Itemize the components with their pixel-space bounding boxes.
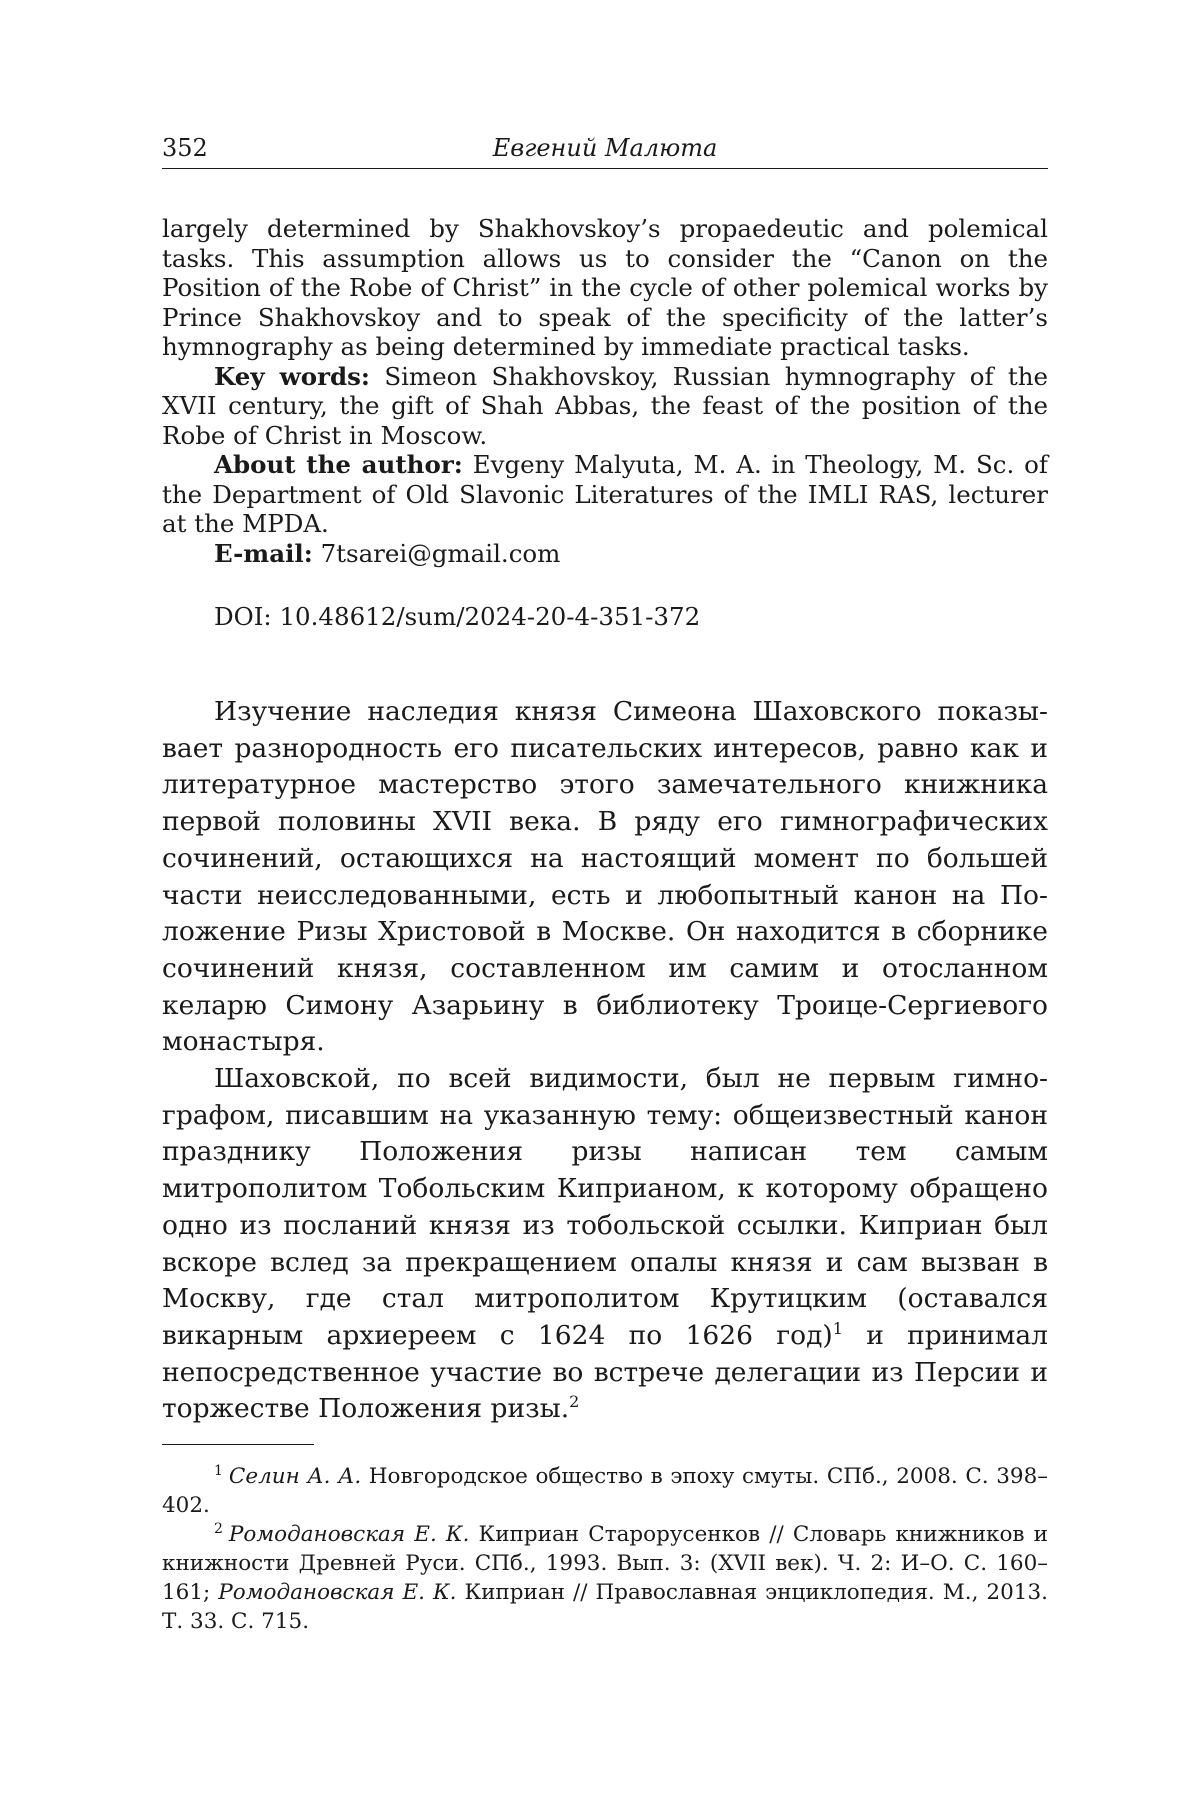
author-text: Evgeny Malyuta, M. A. in Theology, M. Sc. of the Department of Old Slavonic Literatures of the IMLI RAS, lecturer at the MPDA. xyxy=(162,450,1048,538)
keywords-text: Simeon Shakhovskoy, Russian hymnography of the XVII century, the gift of Shah Abbas, the feast of the position of the Robe of Christ in Moscow. xyxy=(162,362,1048,450)
keywords-label: Key words: xyxy=(214,362,370,391)
author-paragraph xyxy=(162,450,1048,539)
footnote-1 xyxy=(162,1462,1048,1520)
abstract-continuation: largely determined by Shakhovskoy’s propaedeutic and polemical tasks. This assumption allows us to consider the “Canon on the Position of the Robe of Christ” in the cycle of other polemical works by Prince Shakhovskoy and to speak of the specificity of the latter’s hymnography as being determined by immediate practical tasks. xyxy=(162,214,1048,362)
abstract-block xyxy=(162,214,1048,568)
footnote-1-author: Селин А. А. xyxy=(229,1464,361,1489)
footnote-divider xyxy=(162,1444,314,1445)
footnote-1-mark: 1 xyxy=(214,1463,223,1479)
doi: DOI: 10.48612/sum/2024-20-4-351-372 xyxy=(214,602,700,631)
running-title: Евгений Малюта xyxy=(162,134,1048,162)
footnotes xyxy=(162,1462,1048,1636)
body-paragraph-2 xyxy=(162,1061,1048,1428)
email-paragraph xyxy=(162,539,1048,569)
page-number: 352 xyxy=(162,134,208,162)
footnote-ref-1[interactable]: 1 xyxy=(833,1319,843,1338)
footnote-2-text-1: Киприан Старорусенков // Словарь книжников и книжности Древней Руси. СПб., 1993. Вып. 3: (XVII век). Ч. 2: И–О. С. 160–161; xyxy=(162,1522,1048,1605)
body-paragraph-2-text-b: и принимал непосредственное участие во встрече делегации из Персии и торжестве Положения ризы. xyxy=(162,1320,1048,1424)
page xyxy=(162,0,1048,1800)
email-address[interactable]: 7tsarei@gmail.com xyxy=(321,539,561,568)
footnote-2-author-2: Ромодановская Е. К. xyxy=(218,1580,456,1605)
keywords-paragraph xyxy=(162,362,1048,451)
email-label: E-mail: xyxy=(214,539,313,568)
body-paragraph-1: Изучение наследия князя Симеона Шаховского показы­вает разнородность его писательских интересов, равно как и литературное мастерство этого замечательного книжника первой половины XVII века. В ряду его гимнографических сочинений, остающихся на настоящий момент по большей части неисследованными, есть и любопытный канон на По­ложение Ризы Христовой в Москве. Он находится в сборни­ке сочинений князя, составленном им самим и отосланном келарю Симону Азарьину в библиотеку Троице-Сергиевого монастыря. xyxy=(162,694,1048,1061)
running-header xyxy=(162,128,1048,169)
footnote-2-author-1: Ромодановская Е. К. xyxy=(229,1522,469,1547)
author-label: About the author: xyxy=(214,450,463,479)
body-text xyxy=(162,694,1048,1428)
footnote-1-text: Новгородское общество в эпоху смуты. СПб., 2008. С. 398–402. xyxy=(162,1464,1048,1518)
body-paragraph-2-text-a: Шаховской, по всей видимости, был не первым гимно­графом, писавшим на указанную тему: общеизвестный канон празднику Положения ризы написан тем самым митрополитом Тобольским Киприаном, к которому обращено одно из посла­ний князя из тобольской ссылки. Киприан был вскоре вслед за прекращением опалы князя и сам вызван в Москву, где стал митрополитом Крутицким (оставался викарным архиереем с 1624 по 1626 год) xyxy=(162,1063,1048,1351)
footnote-2-text-2: Киприан // Православная энциклопедия. М., 2013. Т. 33. С. 715. xyxy=(162,1580,1048,1634)
footnote-2 xyxy=(162,1520,1048,1636)
footnote-ref-2[interactable]: 2 xyxy=(569,1393,579,1412)
footnote-2-mark: 2 xyxy=(214,1521,223,1537)
